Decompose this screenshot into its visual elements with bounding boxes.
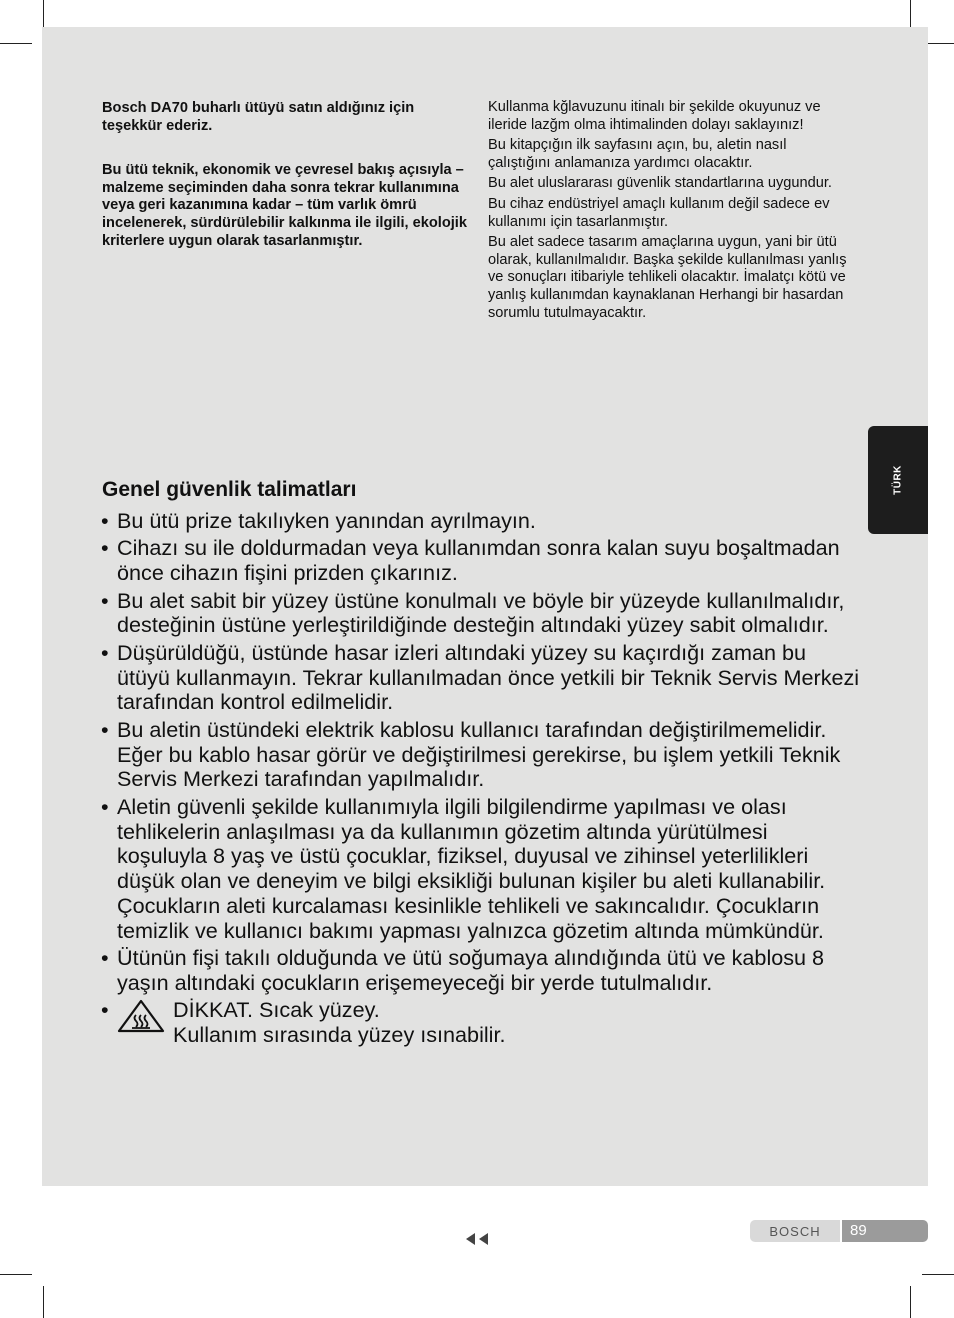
footer-brand: BOSCH [750, 1220, 840, 1242]
note-item: Bu cihaz endüstriyel amaçlı kullanım değil sadece ev kullanımı için tasarlanmıştır. [488, 195, 830, 230]
safety-item: • Bu ütü prize takılıyken yanından ayrılmayın. [101, 509, 861, 534]
safety-item: • Ütünün fişi takılı olduğunda ve ütü soğumaya alındığında ütü ve kablosu 8 yaşın altındaki çocukların erişemeyeceği bir yerde tutulmalıdır. [101, 946, 861, 996]
note-item: Bu alet sadece tasarım amaçlarına uygun, yani bir ütü olarak, kullanılmalıdır. Başka şekilde kullanılması yanlış ve sonuçları itibariyle tehlikeli olacaktır. İmalatçı kötü ve yanlış kullanımdan kaynaklanan Herhangi bir hasardan sorumlu tutulmayacaktır. [488, 234, 847, 321]
note-item: Bu kitapçığın ilk sayfasını açın, bu, aletin nasıl çalıştığını anlamanıza yardımcı olacaktır. [488, 137, 787, 171]
hot-surface-warning-icon [117, 999, 165, 1033]
warning-item [101, 998, 861, 1048]
intro-design: Bu ütü teknik, ekonomik ve çevresel bakış açısıyla – malzeme seçiminden daha sonra tekrar kullanımına veya geri kazanımına kadar – tüm varlık ömrü incelenerek, sürdürülebilir kalkınma ile ilgili, ekolojik kriterlere uygun olarak tasarlanmıştır. [102, 162, 467, 249]
language-tab-label: TÜRK [892, 465, 904, 495]
safety-item: • Bu aletin üstündeki elektrik kablosu kullanıcı tarafından değiştirilmemelidir. Eğer bu kablo hasar görür ve değiştirilmesi gerekirse, bu işlem yetkili Teknik Servis Merkezi tarafından yapılmalıdır. [101, 718, 861, 792]
warning-description: Kullanım sırasında yüzey ısınabilir. [173, 1022, 506, 1048]
safety-item: • Cihazı su ile doldurmadan veya kullanımdan sonra kalan suyu boşaltmadan önce cihazın fişini prizden çıkarınız. [101, 536, 861, 586]
note-item: Bu alet uluslararası güvenlik standartlarına uygundur. [488, 175, 832, 192]
safety-item: • Düşürüldüğü, üstünde hasar izleri altındaki yüzey su kaçırdığı zaman bu ütüyü kullanmayın. Tekrar kullanılmadan önce yetkili bir Teknik Servis Merkezi tarafından kontrol edilmelidir. [101, 641, 861, 715]
safety-item: • Aletin güvenli şekilde kullanımıyla ilgili bilgilendirme yapılması ve olası tehlikelerin anlaşılması ya da kullanımın gözetim altında yürütülmesi koşuluyla 8 yaş ve üstü çocuklar, fiziksel, duyusal ve zihinsel yeterlilikleri düşük olan ve deneyim ve bilgi eksikliği bulunan kişiler bu aleti kullanabilir. Çocukların aleti kurcalaması kesinlikle tehlikeli ve sakıncalıdır. Çocukların temizlik ve kullanıcı bakımı yapması yalnızca gözetim altında mümkündür. [101, 795, 861, 944]
crop-mark [43, 1286, 44, 1318]
double-left-arrow-icon[interactable] [463, 1232, 491, 1246]
crop-mark [0, 43, 32, 44]
warning-title: • DİKKAT. Sıcak yüzey. [173, 997, 380, 1023]
crop-mark [0, 1274, 32, 1275]
page-number: 89 [842, 1220, 928, 1242]
safety-list [101, 509, 861, 1050]
intro-thanks: Bosch DA70 buharlı ütüyü satın aldığınız için teşekkür ederiz. [102, 100, 415, 134]
intro-column [102, 100, 468, 277]
crop-mark [910, 1286, 911, 1318]
note-item: Kullanma kğlavuzunu itinalı bir şekilde okuyunuz ve ileride lazğm olma ihtimalinden dolayı saklayınız! [488, 99, 821, 133]
notes-column [488, 99, 850, 325]
safety-heading: Genel güvenlik talimatları [102, 478, 357, 501]
crop-mark [922, 1274, 954, 1275]
language-tab [868, 426, 928, 534]
safety-item: • Bu alet sabit bir yüzey üstüne konulmalı ve böyle bir yüzeyde kullanılmalıdır, desteğinin üstüne yerleştirildiğinde desteğin altındaki yüzey sabit olmalıdır. [101, 589, 861, 639]
